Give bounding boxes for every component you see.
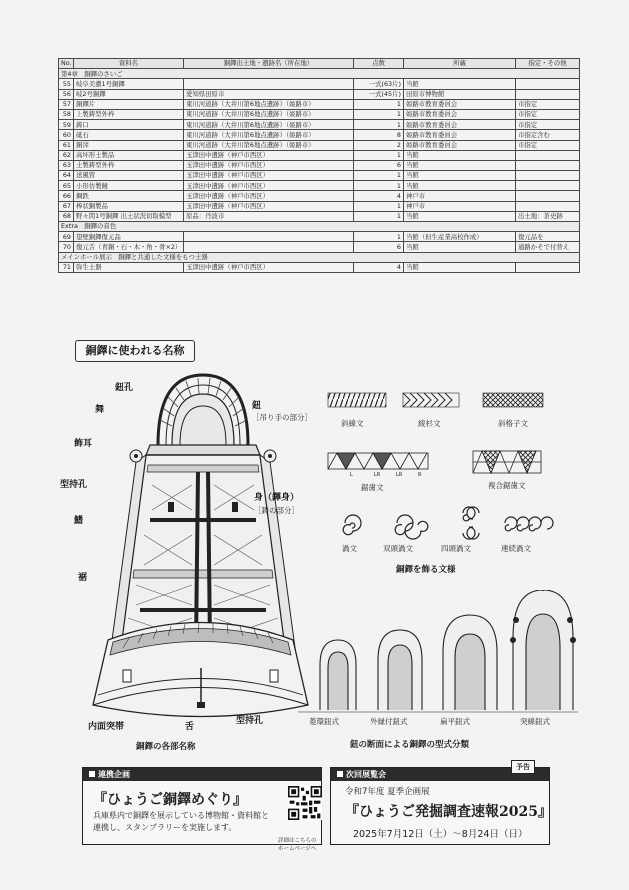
table-row — [59, 171, 580, 181]
type-label-ryoukan: 菱環鈕式 — [309, 717, 339, 726]
label-mi-sub: ［鋳の部分］ — [254, 506, 299, 515]
table-row — [59, 150, 580, 160]
cell-no: 71 — [59, 262, 74, 272]
cell-note — [516, 171, 580, 181]
collab-note: 詳細はこちらのホームページへ — [278, 838, 317, 852]
pattern-label-fukugou-kyoshi: 複合鋸歯文 — [488, 481, 526, 490]
section-title: メインホール展示 銅鐸と共通した文様をもつ土器 — [59, 252, 580, 262]
diagram-title: 銅鐸に使われる名称 — [75, 340, 195, 362]
qr-code-icon[interactable] — [288, 786, 322, 820]
cell-count: 1 — [354, 201, 404, 211]
cell-name: 高坏形土製品 — [74, 150, 184, 160]
cell-no: 66 — [59, 191, 74, 201]
cell-owner: 当館 — [404, 242, 516, 252]
table-row — [59, 201, 580, 211]
preview-badge: 予告 — [511, 760, 535, 774]
cell-note — [516, 262, 580, 272]
cell-site: 東川河道跡（大井川第6地点遺跡）（姫路市） — [184, 130, 354, 140]
cell-note — [516, 160, 580, 170]
next-exhibition-subtitle: 令和7年度 夏季企画展 — [345, 787, 430, 797]
section-row — [59, 69, 580, 79]
table-row — [59, 191, 580, 201]
cell-name: 上製鋳型外枠 — [74, 109, 184, 119]
cell-note — [516, 150, 580, 160]
pattern-label-ayasugi: 綾杉文 — [418, 419, 441, 428]
cell-owner: 姫路市教育委員会 — [404, 140, 516, 150]
cell-owner: 姫路市教育委員会 — [404, 120, 516, 130]
label-suso: 裾 — [78, 573, 88, 583]
label-chu: 鈕 — [252, 401, 262, 411]
table-body — [59, 69, 580, 273]
collab-desc: 兵庫県内で銅鐸を展示している博物館・資料館と連携し、スタンプラリーを実施します。 — [93, 811, 269, 832]
cell-no: 65 — [59, 181, 74, 191]
cell-name: 望壁銅鐸復元品 — [74, 232, 184, 242]
cell-owner: 田原市博物館 — [404, 89, 516, 99]
table-row — [59, 160, 580, 170]
cell-owner: 神戸市 — [404, 201, 516, 211]
cell-name: 砥石 — [74, 130, 184, 140]
col-header-note: 指定・その他 — [516, 59, 580, 69]
square-icon — [89, 771, 95, 777]
label-uchimen: 内面突帯 — [88, 722, 125, 732]
cell-owner: 当館 — [404, 211, 516, 221]
cell-site: 東川河道跡（大井川第6地点遺跡）（姫路市） — [184, 140, 354, 150]
cell-count: 1 — [354, 150, 404, 160]
type-label-tossen: 突線鈕式 — [520, 717, 550, 726]
cell-count: 4 — [354, 191, 404, 201]
cell-note — [516, 89, 580, 99]
cell-site: 玉津田中遺跡（神戸市西区） — [184, 171, 354, 181]
cell-note — [516, 181, 580, 191]
cell-owner: 姫路市教育委員会 — [404, 109, 516, 119]
table-header-row — [59, 59, 580, 69]
cell-no: 63 — [59, 160, 74, 170]
cell-owner: 姫路市教育委員会 — [404, 130, 516, 140]
cell-no: 62 — [59, 150, 74, 160]
cell-no: 56 — [59, 89, 74, 99]
cell-count: 1 — [354, 171, 404, 181]
cell-note — [516, 201, 580, 211]
type-label-gaien: 外縁付鈕式 — [370, 717, 408, 726]
cell-note: 市指定 — [516, 140, 580, 150]
section-title: 第4章 銅鐸のさいご — [59, 69, 580, 79]
cell-no: 67 — [59, 201, 74, 211]
table-row — [59, 99, 580, 109]
table-row — [59, 130, 580, 140]
collab-header — [83, 768, 321, 781]
table-row — [59, 181, 580, 191]
cell-site — [184, 79, 354, 89]
cell-count: 一式(45片) — [354, 89, 404, 99]
pattern-label-shitou-uzu: 四頭渦文 — [441, 544, 471, 553]
saw-tick-2: LR — [374, 472, 381, 478]
cell-no: 61 — [59, 140, 74, 150]
patterns-illustration — [323, 385, 563, 565]
cell-name: 銅滓 — [74, 140, 184, 150]
label-katamochi: 型持孔 — [60, 480, 88, 490]
col-header-count: 点数 — [354, 59, 404, 69]
col-header-name: 資料名 — [74, 59, 184, 69]
cell-note: 出土地：茶史跡 — [516, 211, 580, 221]
cell-note — [516, 79, 580, 89]
cell-owner: 当館 — [404, 171, 516, 181]
cell-site: 玉津田中遺跡（神戸市西区） — [184, 191, 354, 201]
caption-parts: 銅鐸の各部名称 — [136, 742, 196, 752]
cell-count: 2 — [354, 140, 404, 150]
cell-site: 東川河道跡（大井川第6地点遺跡）（姫路市） — [184, 99, 354, 109]
cell-no: 58 — [59, 109, 74, 119]
cell-count: 8 — [354, 130, 404, 140]
next-exhibition-title: 『ひょうご発掘調査速報2025』 — [345, 804, 552, 820]
saw-tick-1: L — [350, 472, 353, 478]
pattern-label-soutou-uzu: 双頭渦文 — [383, 544, 413, 553]
pattern-label-shakoushi: 斜格子文 — [498, 419, 528, 428]
cell-owner: 神戸市 — [404, 191, 516, 201]
table-row — [59, 242, 580, 252]
next-exhibition-date: 2025年7月12日（土）～8月24日（日） — [353, 829, 528, 840]
cell-name: 送風管 — [74, 171, 184, 181]
section-row — [59, 252, 580, 262]
cell-no: 57 — [59, 99, 74, 109]
cell-count: 6 — [354, 160, 404, 170]
cell-owner: 姫路市教育委員会 — [404, 99, 516, 109]
label-chu-sub: ［吊り手の部分］ — [252, 413, 312, 422]
saw-tick-4: R — [418, 472, 422, 478]
cell-site: 玉津田中遺跡（神戸市西区） — [184, 262, 354, 272]
pattern-label-kyoshi: 鋸歯文 — [361, 483, 384, 492]
cell-name: 鋳口 — [74, 120, 184, 130]
collab-header-label: 連携企画 — [98, 770, 130, 779]
cell-no: 55 — [59, 79, 74, 89]
diagram-area — [58, 320, 579, 760]
cell-site: 玉津田中遺跡（神戸市西区） — [184, 201, 354, 211]
caption-types: 鈕の断面による銅鐸の型式分類 — [350, 740, 470, 750]
cell-name: 野々間1号銅鐸 出土状況切取模型 — [74, 211, 184, 221]
square-icon — [337, 771, 343, 777]
cell-count: 6 — [354, 242, 404, 252]
cell-name: 岐阜美濃1号銅鐸 — [74, 79, 184, 89]
section-row — [59, 222, 580, 232]
cell-name: 復元舌（青銅・石・木・角・骨×2） — [74, 242, 184, 252]
section-title: Extra 銅鐸の音色 — [59, 222, 580, 232]
cell-count: 4 — [354, 262, 404, 272]
cell-name: 銅鐸片 — [74, 99, 184, 109]
exhibit-list-table — [58, 58, 580, 273]
collab-title: 『ひょうご銅鐸めぐり』 — [93, 792, 247, 808]
cell-count: 一式(63片) — [354, 79, 404, 89]
next-exhibition-header-label: 次回展覧会 — [346, 770, 386, 779]
cell-site: 玉津田中遺跡（神戸市西区） — [184, 181, 354, 191]
cell-count: 1 — [354, 99, 404, 109]
cell-note: 復元品を — [516, 232, 580, 242]
table-row — [59, 109, 580, 119]
cell-note: 市指定 — [516, 109, 580, 119]
next-exhibition-box — [330, 763, 552, 845]
cell-name: 岐2号銅鐸 — [74, 89, 184, 99]
label-mai: 舞 — [95, 405, 105, 415]
cell-no: 68 — [59, 211, 74, 221]
cell-site: 東川河道跡（大井川第6地点遺跡）（姫路市） — [184, 120, 354, 130]
saw-tick-3: LR — [396, 472, 403, 478]
pattern-label-shasen: 斜線文 — [341, 419, 364, 428]
table-row — [59, 211, 580, 221]
cell-no: 69 — [59, 232, 74, 242]
cell-count: 1 — [354, 211, 404, 221]
cell-name: 鋼鉄 — [74, 191, 184, 201]
table-row — [59, 89, 580, 99]
cell-count: 1 — [354, 232, 404, 242]
cell-note: 市指定 — [516, 120, 580, 130]
cell-count: 1 — [354, 120, 404, 130]
label-zetsu: 舌 — [185, 722, 195, 732]
label-chuko: 鈕孔 — [115, 383, 134, 393]
cell-name: 小形仿製鏡 — [74, 181, 184, 191]
label-mi: 身（鐸身） — [254, 493, 300, 503]
cell-site — [184, 242, 354, 252]
table-row — [59, 262, 580, 272]
pattern-label-uzu: 渦文 — [342, 544, 357, 553]
label-hire: 鰭 — [74, 516, 84, 526]
cell-note: 通路かそで付替え — [516, 242, 580, 252]
cell-note — [516, 191, 580, 201]
cell-owner: 当館 — [404, 160, 516, 170]
cell-owner: 当館 — [404, 79, 516, 89]
cell-site — [184, 232, 354, 242]
cell-count: 1 — [354, 181, 404, 191]
cell-no: 64 — [59, 171, 74, 181]
label-katamochi-2: 型持孔 — [236, 716, 264, 726]
cell-site: 東川河道跡（大井川第6地点遺跡）（姫路市） — [184, 109, 354, 119]
caption-patterns: 銅鐸を飾る文様 — [396, 565, 456, 575]
cell-site: 原品：丹波市 — [184, 211, 354, 221]
cell-name: 弥生土器 — [74, 262, 184, 272]
cell-site: 玉津田中遺跡（神戸市西区） — [184, 150, 354, 160]
cell-owner: 当館 — [404, 262, 516, 272]
table-row — [59, 120, 580, 130]
col-header-site: 銅鐸出土地・遺跡名（所在地） — [184, 59, 354, 69]
cell-name: 棒状銅製品 — [74, 201, 184, 211]
cell-no: 59 — [59, 120, 74, 130]
table-row — [59, 79, 580, 89]
cell-no: 70 — [59, 242, 74, 252]
label-kazamimi: 飾耳 — [74, 439, 93, 449]
collab-event-box — [82, 767, 322, 852]
table-row — [59, 232, 580, 242]
col-header-owner: 所蔵 — [404, 59, 516, 69]
type-label-henpei: 扁平鈕式 — [440, 717, 470, 726]
col-header-no: No. — [59, 59, 74, 69]
cell-name: 土製鋳型外枠 — [74, 160, 184, 170]
pattern-label-renzoku-uzu: 連続渦文 — [501, 544, 531, 553]
table-row — [59, 140, 580, 150]
cell-note: 市指定 — [516, 99, 580, 109]
types-illustration — [298, 590, 578, 720]
cell-owner: 当館 — [404, 181, 516, 191]
cell-count: 1 — [354, 109, 404, 119]
cell-site: 愛知県田原市 — [184, 89, 354, 99]
cell-owner: 当館 — [404, 150, 516, 160]
cell-note: 市指定含む — [516, 130, 580, 140]
cell-owner: 当館（但生産業高校作成） — [404, 232, 516, 242]
cell-no: 60 — [59, 130, 74, 140]
cell-site: 玉津田中遺跡（神戸市西区） — [184, 160, 354, 170]
